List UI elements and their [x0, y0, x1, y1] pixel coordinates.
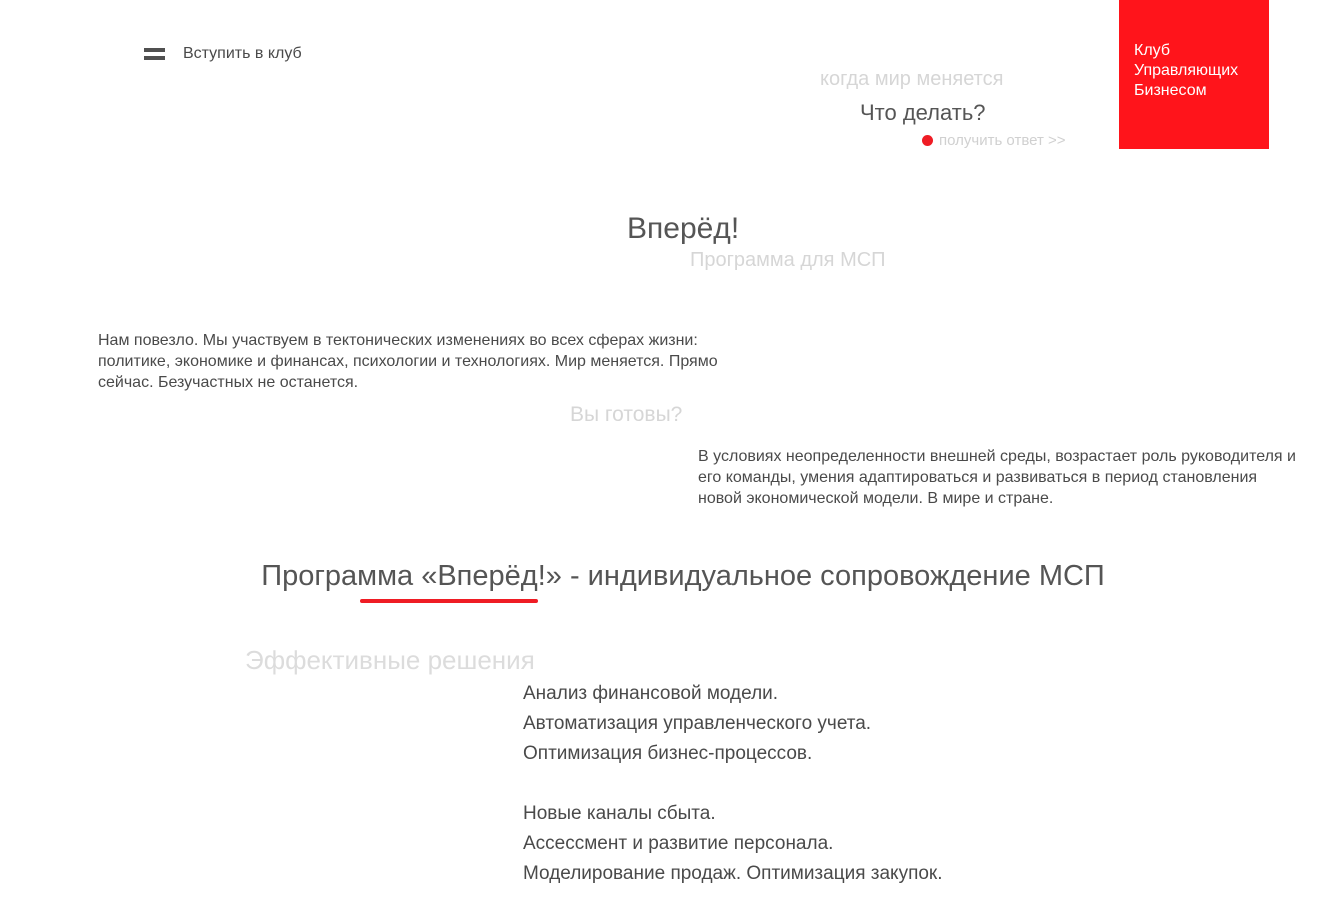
- hero-subtitle: Программа для МСП: [690, 249, 886, 271]
- solution-item: Новые каналы сбыта.: [523, 803, 716, 824]
- context-paragraph: В условиях неопределенности внешней среды, возрастает роль руководителя и его команды, умения адаптироваться и развиваться в период становления новой экономической модели. В мире и стране.: [698, 448, 1296, 507]
- hero-title: Вперёд!: [627, 212, 740, 245]
- logo-line-3: Бизнесом: [1134, 82, 1207, 99]
- solution-item: Моделирование продаж. Оптимизация закупок.: [523, 863, 943, 884]
- intro-paragraph: Нам повезло. Мы участвуем в тектонических изменениях во всех сферах жизни: политике, экономике и финансах, психологии и технологиях. Мир меняется. Прямо сейчас. Безучастных не останется.: [98, 332, 718, 391]
- get-answer-label[interactable]: получить ответ >>: [939, 132, 1066, 149]
- solution-item: Анализ финансовой модели.: [523, 683, 779, 704]
- join-club-menu-button[interactable]: [144, 44, 302, 64]
- hamburger-menu-icon[interactable]: [144, 48, 165, 60]
- join-club-label[interactable]: Вступить в клуб: [183, 45, 302, 62]
- solution-item: Оптимизация бизнес-процессов.: [523, 743, 813, 764]
- solutions-list: [523, 679, 943, 889]
- logo-line-1: Клуб: [1134, 42, 1170, 59]
- promo-question: Что делать?: [860, 100, 986, 125]
- get-answer-link[interactable]: [922, 132, 1066, 149]
- solution-item: Ассессмент и развитие персонала.: [523, 833, 834, 854]
- logo-line-2: Управляющих: [1134, 62, 1239, 79]
- ready-question: Вы готовы?: [570, 403, 683, 426]
- club-logo[interactable]: [1119, 0, 1269, 149]
- promo-subtitle: когда мир меняется: [820, 68, 1004, 90]
- solution-item: Автоматизация управленческого учета.: [523, 713, 872, 734]
- heading-accent-underline: [360, 599, 538, 603]
- red-dot-icon: [922, 135, 933, 146]
- solutions-label: Эффективные решения: [245, 645, 535, 675]
- program-heading: Программа «Вперёд!» - индивидуальное сопровождение МСП: [261, 560, 1105, 592]
